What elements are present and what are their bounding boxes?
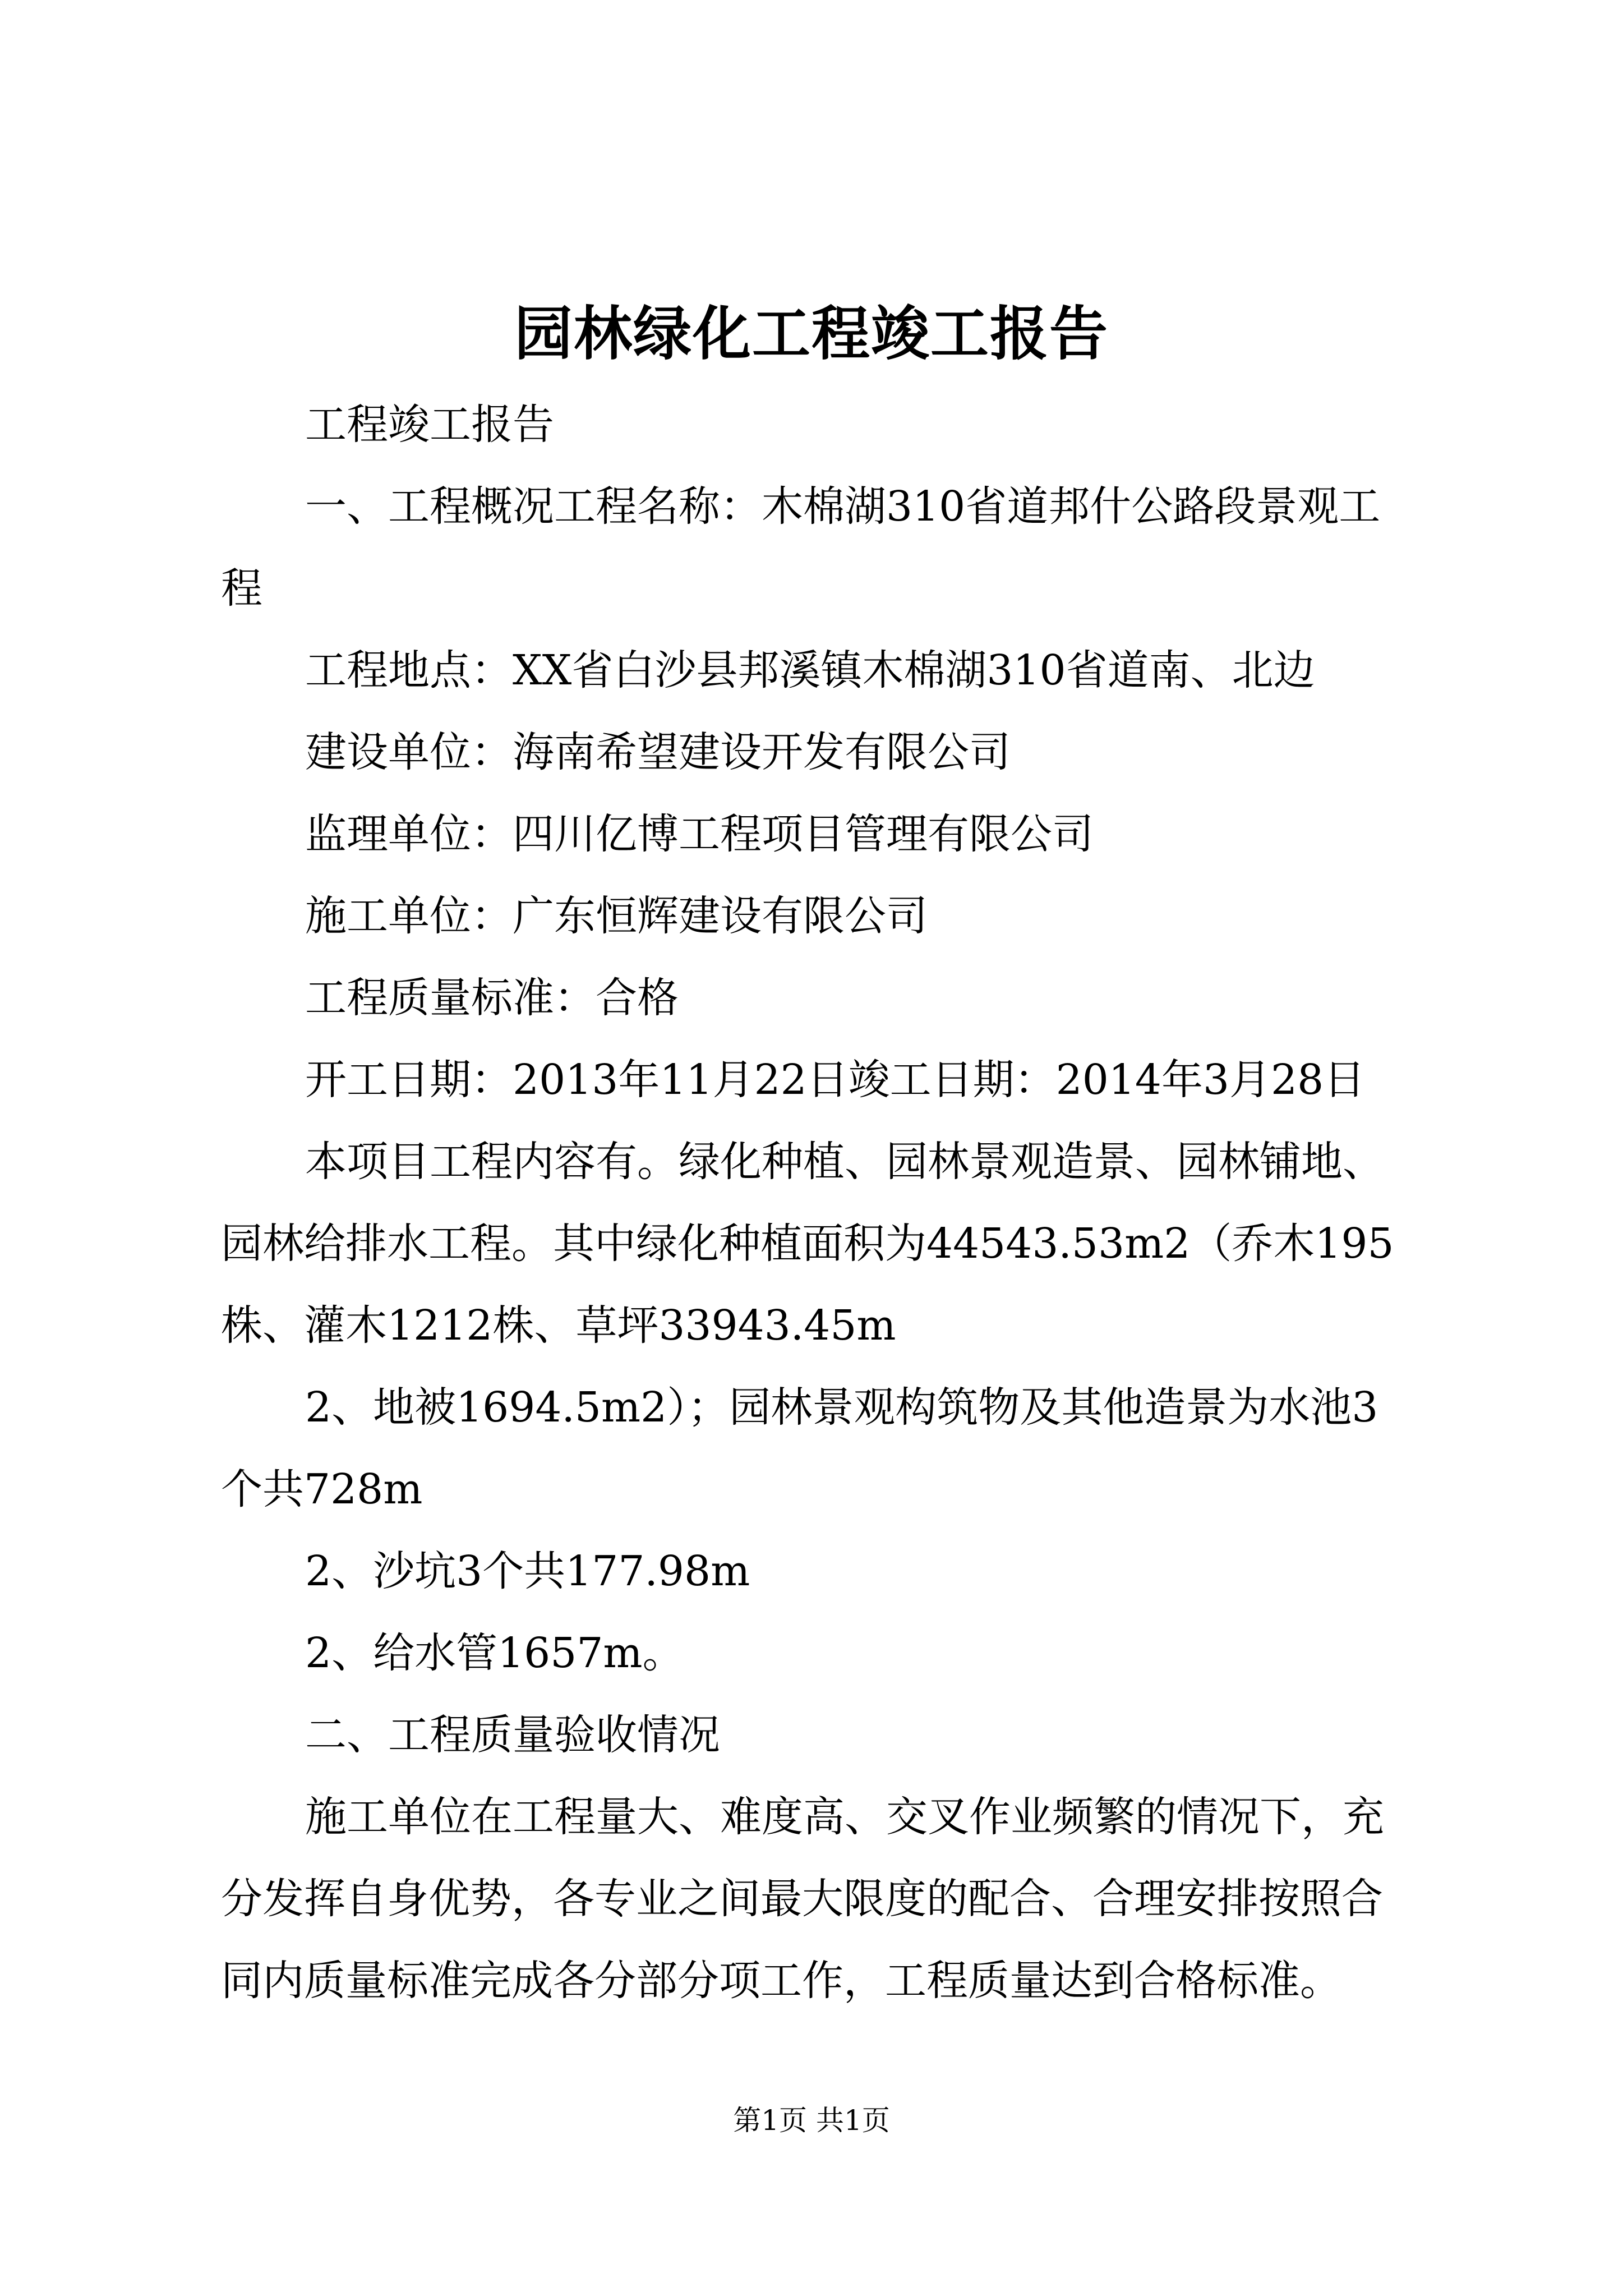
body-line: 2、沙坑3个共177.98m xyxy=(305,1547,750,1595)
body-line: 一、工程概况工程名称：木棉湖310省道邦什公路段景观工 xyxy=(305,482,1381,531)
body-line: 2、给水管1657m。 xyxy=(305,1629,684,1677)
document-title: 园林绿化工程竣工报告 xyxy=(514,299,1109,368)
body-line: 工程质量标准：合格 xyxy=(305,974,679,1022)
body-line: 株、灌木1212株、草坪33943.45m xyxy=(221,1301,896,1350)
body-line: 分发挥自身优势，各专业之间最大限度的配合、合理安排按照合 xyxy=(221,1875,1383,1923)
body-line: 园林给排水工程。其中绿化种植面积为44543.53m2（乔木195 xyxy=(221,1220,1394,1268)
body-line: 建设单位：海南希望建设开发有限公司 xyxy=(305,728,1011,776)
document-body xyxy=(221,384,1421,2022)
body-line: 2、地被1694.5m2）；园林景观构筑物及其他造景为水池3 xyxy=(305,1383,1378,1432)
body-line: 监理单位：四川亿博工程项目管理有限公司 xyxy=(305,810,1094,858)
page-footer: 第1页 共1页 xyxy=(733,2104,890,2137)
body-line: 工程竣工报告 xyxy=(305,401,554,449)
body-line: 施工单位：广东恒辉建设有限公司 xyxy=(305,892,928,940)
body-line: 同内质量标准完成各分部分项工作，工程质量达到合格标准。 xyxy=(221,1957,1341,2005)
body-line: 施工单位在工程量大、难度高、交叉作业频繁的情况下，充 xyxy=(305,1793,1384,1841)
body-line: 工程地点：XX省白沙县邦溪镇木棉湖310省道南、北边 xyxy=(305,646,1315,694)
body-line: 开工日期：2013年11月22日竣工日期：2014年3月28日 xyxy=(305,1056,1366,1104)
body-line: 二、工程质量验收情况 xyxy=(305,1711,720,1759)
body-line: 程 xyxy=(221,564,262,613)
body-line: 本项目工程内容有。绿化种植、园林景观造景、园林铺地、 xyxy=(305,1138,1384,1186)
body-line: 个共728m xyxy=(221,1465,423,1513)
